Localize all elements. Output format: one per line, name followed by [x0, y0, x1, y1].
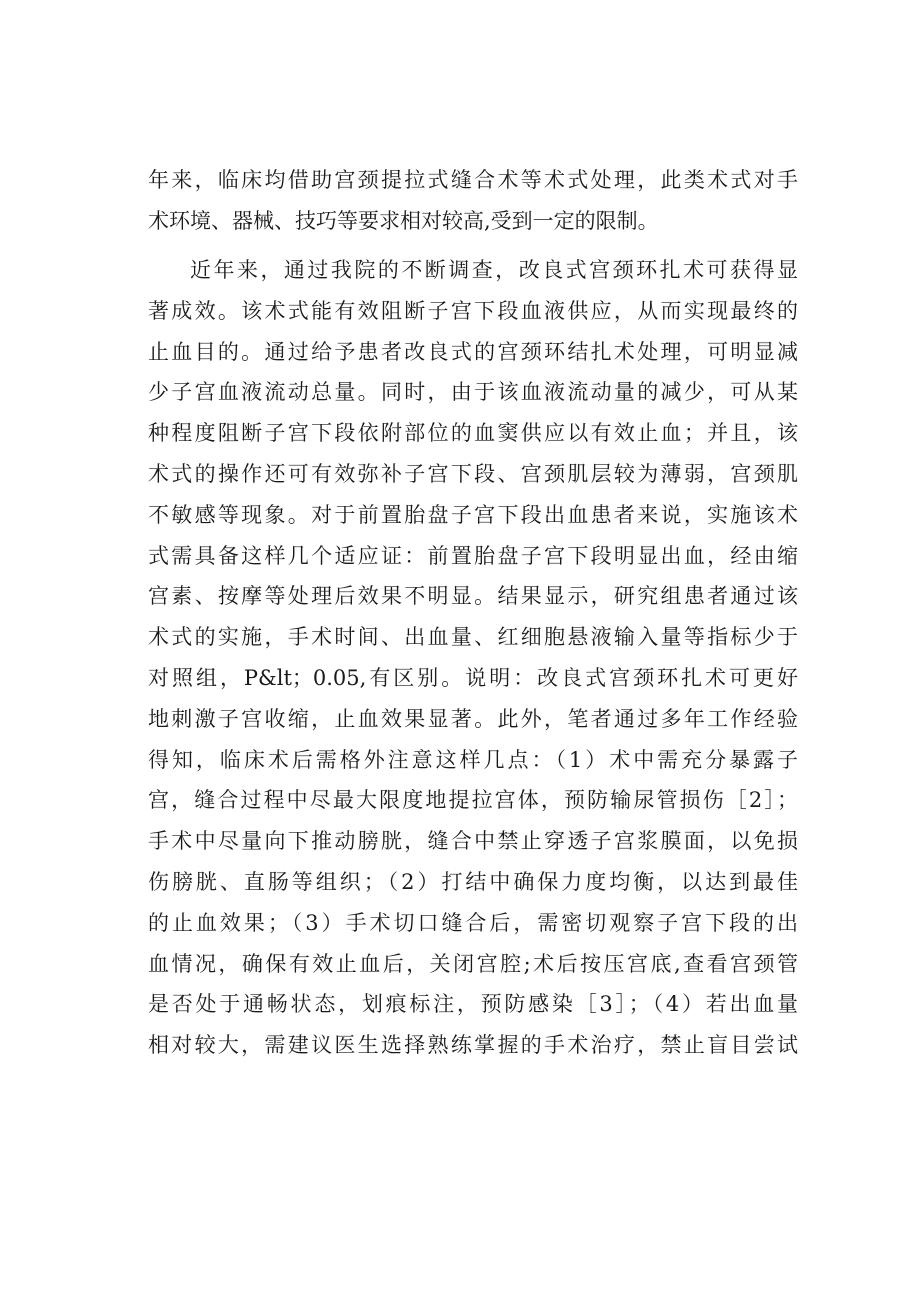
text-line: 血情况，确保有效止血后，关闭宫腔;术后按压宫底,查看宫颈管 [148, 951, 798, 976]
text-line: 著成效。该术式能有效阻断子宫下段血液供应，从而实现最终的 [148, 298, 798, 323]
text-line: 是否处于通畅状态，划痕标注，预防感染［3］；（4）若出血量 [148, 992, 798, 1017]
text-line: 宫，缝合过程中尽最大限度地提拉宫体，预防输尿管损伤［2］； [148, 788, 798, 813]
main-paragraph [148, 250, 798, 1066]
text-line: 少子宫血液流动总量。同时，由于该血液流动量的减少，可从某 [148, 380, 798, 405]
text-line: 相对较大，需建议医生选择熟练掌握的手术治疗，禁止盲目尝试 [148, 1033, 798, 1058]
text-line: 宫素、按摩等处理后效果不明显。结果显示，研究组患者通过该 [148, 584, 798, 609]
text-line: 对照组，P&lt；0.05,有区别。说明：改良式宫颈环扎术可更好 [148, 665, 798, 690]
continuation-paragraph [148, 160, 798, 242]
text-line: 式需具备这样几个适应证：前置胎盘子宫下段明显出血，经由缩 [148, 543, 798, 568]
text-line: 术式的操作还可有效弥补子宫下段、宫颈肌层较为薄弱，宫颈肌 [148, 461, 798, 486]
text-line: 术式的实施，手术时间、出血量、红细胞悬液输入量等指标少于 [148, 625, 798, 650]
text-line: 手术中尽量向下推动膀胱，缝合中禁止穿透子宫浆膜面，以免损 [148, 829, 798, 854]
text-line: 近年来，通过我院的不断调查，改良式宫颈环扎术可获得显 [190, 258, 798, 282]
text-line: 止血目的。通过给予患者改良式的宫颈环结扎术处理，可明显减 [148, 339, 798, 364]
text-line: 术环境、器械、技巧等要求相对较高,受到一定的限制。 [148, 208, 659, 233]
text-line: 得知，临床术后需格外注意这样几点：（1）术中需充分暴露子 [148, 747, 798, 772]
text-line: 不敏感等现象。对于前置胎盘子宫下段出血患者来说，实施该术 [148, 502, 798, 527]
text-line: 年来，临床均借助宫颈提拉式缝合术等术式处理，此类术式对手 [148, 168, 798, 192]
text-line: 地刺激子宫收缩，止血效果显著。此外，笔者通过多年工作经验 [148, 706, 798, 731]
text-line: 伤膀胱、直肠等组织；（2）打结中确保力度均衡，以达到最佳 [148, 869, 798, 894]
text-line: 种程度阻断子宫下段依附部位的血窦供应以有效止血；并且，该 [148, 421, 798, 446]
text-line: 的止血效果；（3）手术切口缝合后，需密切观察子宫下段的出 [148, 910, 798, 935]
